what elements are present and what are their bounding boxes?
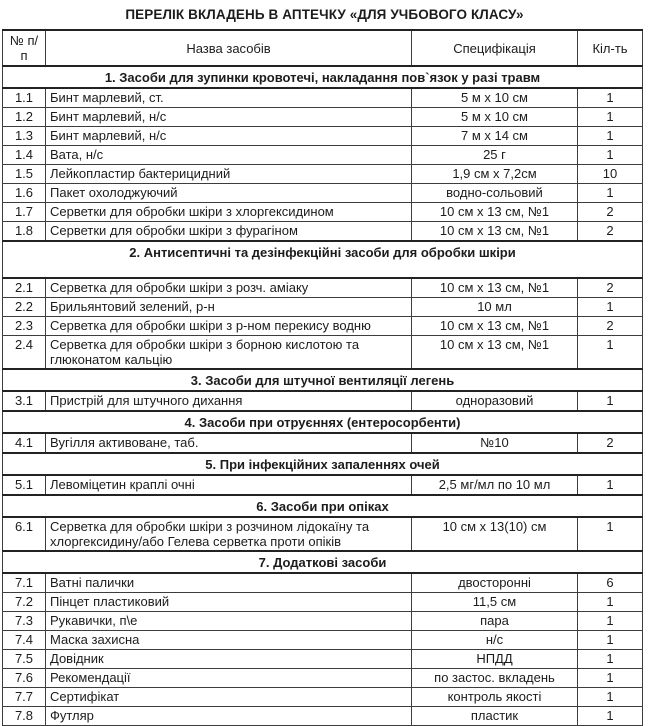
item-number-cell: 1.8: [3, 222, 46, 242]
item-qty-cell: 1: [578, 475, 643, 495]
table-row: [3, 669, 643, 688]
item-number-cell: 7.2: [3, 593, 46, 612]
item-spec-cell: 5 м х 10 см: [412, 108, 578, 127]
item-spec-cell: н/с: [412, 631, 578, 650]
item-number-cell: 7.8: [3, 707, 46, 726]
item-number-cell: 5.1: [3, 475, 46, 495]
item-name-cell: Левоміцетин краплі очні: [46, 475, 412, 495]
table-row: [3, 317, 643, 336]
item-name-cell: Пакет охолоджуючий: [46, 184, 412, 203]
section-header-row: [3, 453, 643, 475]
item-spec-cell: 10 см х 13 см, №1: [412, 317, 578, 336]
section-title: 3. Засоби для штучної вентиляції легень: [3, 369, 643, 391]
item-name-cell: Серветка для обробки шкіри з борною кислотою та глюконатом кальцію: [46, 336, 412, 370]
item-qty-cell: 1: [578, 593, 643, 612]
table-row: [3, 298, 643, 317]
item-spec-cell: пара: [412, 612, 578, 631]
item-name-cell: Брильянтовий зелений, р-н: [46, 298, 412, 317]
item-number-cell: 7.7: [3, 688, 46, 707]
item-spec-cell: 10 см х 13 см, №1: [412, 222, 578, 242]
item-qty-cell: 1: [578, 184, 643, 203]
item-number-cell: 2.1: [3, 278, 46, 298]
table-row: [3, 517, 643, 551]
item-name-cell: Ватні палички: [46, 573, 412, 593]
item-spec-cell: одноразовий: [412, 391, 578, 411]
table-row: [3, 573, 643, 593]
column-header-name: Назва засобів: [46, 30, 412, 66]
item-qty-cell: 1: [578, 108, 643, 127]
item-qty-cell: 10: [578, 165, 643, 184]
item-number-cell: 7.1: [3, 573, 46, 593]
item-number-cell: 1.5: [3, 165, 46, 184]
item-spec-cell: по застос. вкладень: [412, 669, 578, 688]
table-row: [3, 88, 643, 108]
first-aid-kit-table: [2, 29, 643, 726]
section-title: 2. Антисептичні та дезінфекційні засоби для обробки шкіри: [3, 241, 643, 278]
table-row: [3, 336, 643, 370]
item-number-cell: 4.1: [3, 433, 46, 453]
item-name-cell: Маска захисна: [46, 631, 412, 650]
table-row: [3, 165, 643, 184]
item-name-cell: Серветка для обробки шкіри з розчином лідокаїну та хлоргексидину/або Гелева серветка проти опіків: [46, 517, 412, 551]
item-number-cell: 1.4: [3, 146, 46, 165]
item-spec-cell: 2,5 мг/мл по 10 мл: [412, 475, 578, 495]
item-name-cell: Лейкопластир бактерицидний: [46, 165, 412, 184]
item-qty-cell: 2: [578, 222, 643, 242]
table-row: [3, 146, 643, 165]
item-name-cell: Бинт марлевий, н/с: [46, 127, 412, 146]
column-header-number: № п/п: [3, 30, 46, 66]
item-name-cell: Рекомендації: [46, 669, 412, 688]
table-row: [3, 631, 643, 650]
item-qty-cell: 1: [578, 146, 643, 165]
item-spec-cell: 10 см х 13(10) см: [412, 517, 578, 551]
section-title: 6. Засоби при опіках: [3, 495, 643, 517]
item-name-cell: Серветки для обробки шкіри з фурагіном: [46, 222, 412, 242]
table-row: [3, 707, 643, 726]
item-qty-cell: 2: [578, 278, 643, 298]
table-row: [3, 593, 643, 612]
item-number-cell: 2.4: [3, 336, 46, 370]
item-number-cell: 1.7: [3, 203, 46, 222]
item-qty-cell: 1: [578, 517, 643, 551]
table-row: [3, 650, 643, 669]
table-header-row: [3, 30, 643, 66]
item-spec-cell: 5 м х 10 см: [412, 88, 578, 108]
item-spec-cell: двосторонні: [412, 573, 578, 593]
item-name-cell: Серветка для обробки шкіри з розч. аміаку: [46, 278, 412, 298]
item-spec-cell: водно-сольовий: [412, 184, 578, 203]
item-qty-cell: 1: [578, 336, 643, 370]
item-number-cell: 7.5: [3, 650, 46, 669]
section-header-row: [3, 66, 643, 88]
item-name-cell: Бинт марлевий, ст.: [46, 88, 412, 108]
item-name-cell: Футляр: [46, 707, 412, 726]
column-header-spec: Специфікація: [412, 30, 578, 66]
item-spec-cell: №10: [412, 433, 578, 453]
table-row: [3, 391, 643, 411]
item-spec-cell: 25 г: [412, 146, 578, 165]
section-title: 1. Засоби для зупинки кровотечі, накладання пов`язок у разі травм: [3, 66, 643, 88]
item-number-cell: 7.3: [3, 612, 46, 631]
table-row: [3, 688, 643, 707]
section-header-row: [3, 241, 643, 278]
item-name-cell: Рукавички, п\е: [46, 612, 412, 631]
item-spec-cell: 11,5 см: [412, 593, 578, 612]
section-header-row: [3, 369, 643, 391]
item-spec-cell: 10 см х 13 см, №1: [412, 336, 578, 370]
item-spec-cell: 1,9 см х 7,2см: [412, 165, 578, 184]
table-row: [3, 278, 643, 298]
item-qty-cell: 6: [578, 573, 643, 593]
item-name-cell: Вугілля активоване, таб.: [46, 433, 412, 453]
item-qty-cell: 1: [578, 707, 643, 726]
table-row: [3, 108, 643, 127]
item-name-cell: Серветки для обробки шкіри з хлоргексидином: [46, 203, 412, 222]
section-title: 5. При інфекційних запаленнях очей: [3, 453, 643, 475]
item-number-cell: 6.1: [3, 517, 46, 551]
item-qty-cell: 1: [578, 631, 643, 650]
item-qty-cell: 1: [578, 612, 643, 631]
item-qty-cell: 2: [578, 317, 643, 336]
table-row: [3, 127, 643, 146]
item-number-cell: 1.3: [3, 127, 46, 146]
item-number-cell: 3.1: [3, 391, 46, 411]
table-row: [3, 203, 643, 222]
item-qty-cell: 1: [578, 298, 643, 317]
item-qty-cell: 1: [578, 688, 643, 707]
item-number-cell: 1.1: [3, 88, 46, 108]
table-row: [3, 184, 643, 203]
section-title: 7. Додаткові засоби: [3, 551, 643, 573]
item-qty-cell: 1: [578, 391, 643, 411]
section-header-row: [3, 495, 643, 517]
item-qty-cell: 2: [578, 203, 643, 222]
item-qty-cell: 1: [578, 669, 643, 688]
item-name-cell: Вата, н/с: [46, 146, 412, 165]
item-number-cell: 7.6: [3, 669, 46, 688]
section-title: 4. Засоби при отруєннях (ентеросорбенти): [3, 411, 643, 433]
item-number-cell: 1.6: [3, 184, 46, 203]
section-header-row: [3, 411, 643, 433]
table-row: [3, 612, 643, 631]
item-name-cell: Пристрій для штучного дихання: [46, 391, 412, 411]
page-title: ПЕРЕЛІК ВКЛАДЕНЬ В АПТЕЧКУ «ДЛЯ УЧБОВОГО КЛАСУ»: [125, 7, 524, 22]
item-qty-cell: 1: [578, 127, 643, 146]
item-number-cell: 7.4: [3, 631, 46, 650]
item-spec-cell: 7 м х 14 см: [412, 127, 578, 146]
item-name-cell: Пінцет пластиковий: [46, 593, 412, 612]
item-spec-cell: НПДД: [412, 650, 578, 669]
item-name-cell: Довідник: [46, 650, 412, 669]
item-spec-cell: контроль якості: [412, 688, 578, 707]
item-spec-cell: 10 мл: [412, 298, 578, 317]
item-qty-cell: 1: [578, 650, 643, 669]
item-qty-cell: 2: [578, 433, 643, 453]
item-name-cell: Сертифікат: [46, 688, 412, 707]
section-header-row: [3, 551, 643, 573]
item-number-cell: 1.2: [3, 108, 46, 127]
item-name-cell: Серветка для обробки шкіри з р-ном перекису водню: [46, 317, 412, 336]
item-spec-cell: пластик: [412, 707, 578, 726]
item-name-cell: Бинт марлевий, н/с: [46, 108, 412, 127]
column-header-qty: Кіл-ть: [578, 30, 643, 66]
table-row: [3, 475, 643, 495]
item-number-cell: 2.2: [3, 298, 46, 317]
table-row: [3, 222, 643, 242]
item-spec-cell: 10 см х 13 см, №1: [412, 278, 578, 298]
item-qty-cell: 1: [578, 88, 643, 108]
table-row: [3, 433, 643, 453]
item-number-cell: 2.3: [3, 317, 46, 336]
item-spec-cell: 10 см х 13 см, №1: [412, 203, 578, 222]
